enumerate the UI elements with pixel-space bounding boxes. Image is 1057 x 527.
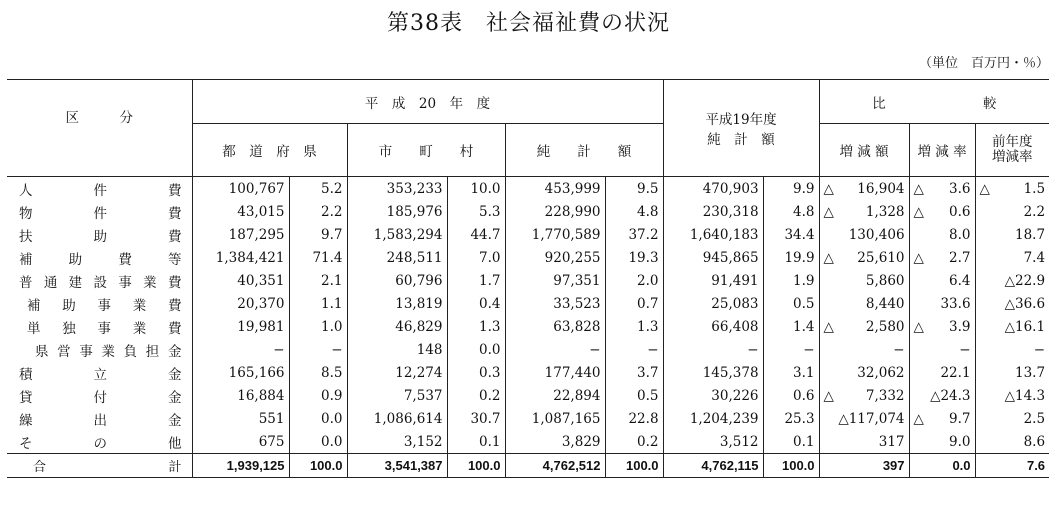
cell-net-pct: − (605, 338, 663, 361)
header-todofuken: 都 道 府 県 (192, 124, 347, 177)
cell-prevrate-value: △14.3 (1004, 387, 1046, 404)
cell-net-pct: 22.8 (605, 407, 663, 430)
table-row (7, 338, 1049, 361)
cell-prevrate (975, 338, 1049, 361)
cell-diff (819, 177, 909, 201)
cell-net: 97,351 (505, 269, 605, 292)
cell-pref: 40,351 (192, 269, 289, 292)
cell-prev: 3,512 (663, 430, 763, 454)
row-label (7, 200, 192, 223)
cell-prevrate (975, 430, 1049, 454)
cell-net: 453,999 (505, 177, 605, 201)
cell-rate-value: 6.4 (949, 272, 971, 289)
header-h19-line1: 平成19年度 (705, 112, 777, 128)
cell-prevrate-value: 2.2 (1023, 203, 1046, 220)
cell-prev-pct: 9.9 (763, 177, 819, 201)
cell-prev-pct: 0.1 (763, 430, 819, 454)
header-zougengaku: 増 減 額 (819, 124, 909, 177)
cell-prev-pct: 0.5 (763, 292, 819, 315)
cell-rate (909, 315, 975, 338)
row-label (7, 269, 192, 292)
cell-pref-pct: 1.1 (289, 292, 347, 315)
cell-pref-pct: 2.1 (289, 269, 347, 292)
cell-pref-pct: 0.0 (289, 407, 347, 430)
cell-prev-pct: 19.9 (763, 246, 819, 269)
cell-muni-pct: 44.7 (447, 223, 505, 246)
table-row (7, 200, 1049, 223)
cell-muni: 3,152 (347, 430, 447, 454)
table-row (7, 177, 1049, 201)
cell-net: 33,523 (505, 292, 605, 315)
cell-net-pct: 0.7 (605, 292, 663, 315)
cell-rate (909, 200, 975, 223)
decrease-mark: △ (913, 410, 924, 427)
cell-rate (909, 407, 975, 430)
cell-diff (819, 407, 909, 430)
cell-muni: 1,086,614 (347, 407, 447, 430)
decrease-mark: △ (823, 249, 834, 266)
cell-pref: 675 (192, 430, 289, 454)
row-label (7, 407, 192, 430)
cell-pref-pct: 1.0 (289, 315, 347, 338)
decrease-mark: △ (979, 180, 990, 197)
cell-prevrate-value: △36.6 (1004, 295, 1046, 312)
cell-prev-pct: 34.4 (763, 223, 819, 246)
cell-pref: 43,015 (192, 200, 289, 223)
cell-diff-value: △117,074 (838, 410, 905, 427)
total-label-a: 合 (33, 460, 47, 475)
cell-prev: 230,318 (663, 200, 763, 223)
cell-pref-pct: 0.9 (289, 384, 347, 407)
cell-muni-pct: 10.0 (447, 177, 505, 201)
total-prev-pct: 100.0 (763, 454, 819, 478)
cell-muni: 353,233 (347, 177, 447, 201)
cell-rate-value: 9.7 (949, 410, 971, 427)
cell-prevrate (975, 361, 1049, 384)
cell-net: 22,894 (505, 384, 605, 407)
total-pref-pct: 100.0 (289, 454, 347, 478)
cell-prevrate-value: 7.4 (1023, 249, 1046, 266)
cell-rate-value: − (959, 341, 971, 358)
cell-rate-value: 0.6 (949, 203, 971, 220)
decrease-mark: △ (823, 180, 834, 197)
social-welfare-table (7, 79, 1049, 478)
cell-diff-value: 8,440 (865, 295, 905, 312)
row-label-text: 普 通 建 設 事 業 費 (19, 274, 182, 291)
cell-muni-pct: 0.2 (447, 384, 505, 407)
cell-prev: 66,408 (663, 315, 763, 338)
total-label-b: 計 (168, 460, 182, 475)
row-label (7, 223, 192, 246)
cell-prevrate (975, 246, 1049, 269)
cell-prev: 1,204,239 (663, 407, 763, 430)
cell-prevrate-value: 13.7 (1014, 364, 1046, 381)
cell-diff (819, 361, 909, 384)
total-pref: 1,939,125 (192, 454, 289, 478)
cell-muni: 46,829 (347, 315, 447, 338)
table-row (7, 292, 1049, 315)
row-label-text: 貸 付 金 (19, 389, 182, 406)
header-h20: 平 成 20 年 度 (192, 80, 663, 124)
cell-muni: 248,511 (347, 246, 447, 269)
cell-pref-pct: − (289, 338, 347, 361)
cell-muni-pct: 0.1 (447, 430, 505, 454)
table-row (7, 269, 1049, 292)
cell-diff-value: 16,904 (857, 180, 905, 197)
cell-prev: 30,226 (663, 384, 763, 407)
cell-pref: 100,767 (192, 177, 289, 201)
header-zennendo-line1: 前年度 (992, 134, 1033, 151)
cell-rate (909, 338, 975, 361)
cell-rate-value: 8.0 (949, 226, 971, 243)
cell-prev-pct: 4.8 (763, 200, 819, 223)
cell-prevrate (975, 223, 1049, 246)
cell-muni-pct: 0.4 (447, 292, 505, 315)
cell-net: 228,990 (505, 200, 605, 223)
cell-net: − (505, 338, 605, 361)
cell-diff-value: 25,610 (857, 249, 905, 266)
row-label (7, 384, 192, 407)
cell-pref-pct: 71.4 (289, 246, 347, 269)
cell-prev-pct: 0.6 (763, 384, 819, 407)
cell-prevrate (975, 315, 1049, 338)
decrease-mark: △ (913, 318, 924, 335)
cell-muni-pct: 0.3 (447, 361, 505, 384)
cell-pref-pct: 9.7 (289, 223, 347, 246)
header-hikaku-left: 比 (872, 95, 886, 112)
cell-prevrate-value: 2.5 (1023, 410, 1046, 427)
cell-rate (909, 384, 975, 407)
header-shichoson: 市 町 村 (347, 124, 505, 177)
cell-pref: 187,295 (192, 223, 289, 246)
header-zennendo (975, 124, 1049, 177)
cell-prev-pct: 3.1 (763, 361, 819, 384)
cell-net: 3,829 (505, 430, 605, 454)
cell-net-pct: 0.2 (605, 430, 663, 454)
row-label (7, 246, 192, 269)
cell-pref-pct: 8.5 (289, 361, 347, 384)
cell-rate (909, 292, 975, 315)
row-label-text: 物 件 費 (19, 205, 182, 222)
header-junkei: 純 計 額 (505, 124, 663, 177)
total-muni: 3,541,387 (347, 454, 447, 478)
decrease-mark: △ (823, 203, 834, 220)
cell-net: 177,440 (505, 361, 605, 384)
cell-muni: 13,819 (347, 292, 447, 315)
cell-net-pct: 2.0 (605, 269, 663, 292)
cell-diff-value: 2,580 (865, 318, 905, 335)
decrease-mark: △ (913, 180, 924, 197)
cell-diff-value: 5,860 (865, 272, 905, 289)
cell-rate-value: 33.6 (940, 295, 971, 312)
cell-net: 1,770,589 (505, 223, 605, 246)
cell-net: 920,255 (505, 246, 605, 269)
cell-diff (819, 384, 909, 407)
cell-pref: 16,884 (192, 384, 289, 407)
cell-prev: 25,083 (663, 292, 763, 315)
cell-prevrate (975, 384, 1049, 407)
decrease-mark: △ (913, 249, 924, 266)
total-row (7, 454, 1049, 478)
cell-prev: 945,865 (663, 246, 763, 269)
cell-rate (909, 246, 975, 269)
table-row (7, 361, 1049, 384)
table-row (7, 223, 1049, 246)
cell-pref-pct: 0.0 (289, 430, 347, 454)
cell-diff-value: 32,062 (857, 364, 905, 381)
cell-prev: − (663, 338, 763, 361)
cell-rate-value: △24.3 (930, 387, 971, 404)
cell-diff (819, 338, 909, 361)
cell-diff-value: 317 (878, 433, 905, 450)
cell-net-pct: 37.2 (605, 223, 663, 246)
cell-muni: 1,583,294 (347, 223, 447, 246)
cell-diff (819, 430, 909, 454)
page-title: 第38表 社会福祉費の状況 (387, 11, 670, 36)
cell-pref: 1,384,421 (192, 246, 289, 269)
cell-pref: 19,981 (192, 315, 289, 338)
cell-diff-value: 7,332 (865, 387, 905, 404)
table-row (7, 315, 1049, 338)
cell-prevrate-value: 18.7 (1014, 226, 1046, 243)
cell-muni: 185,976 (347, 200, 447, 223)
row-label (7, 361, 192, 384)
row-label (7, 338, 192, 361)
row-label (7, 292, 192, 315)
total-rate: 0.0 (909, 454, 975, 478)
cell-pref-pct: 2.2 (289, 200, 347, 223)
cell-muni-pct: 0.0 (447, 338, 505, 361)
cell-diff (819, 269, 909, 292)
cell-diff (819, 223, 909, 246)
cell-rate (909, 223, 975, 246)
total-diff: 397 (819, 454, 909, 478)
cell-muni-pct: 5.3 (447, 200, 505, 223)
table-row (7, 407, 1049, 430)
total-net-pct: 100.0 (605, 454, 663, 478)
cell-rate (909, 269, 975, 292)
cell-net-pct: 1.3 (605, 315, 663, 338)
cell-muni: 60,796 (347, 269, 447, 292)
cell-prev-pct: − (763, 338, 819, 361)
cell-prev: 1,640,183 (663, 223, 763, 246)
cell-diff (819, 292, 909, 315)
cell-pref-pct: 5.2 (289, 177, 347, 201)
row-label (7, 454, 192, 478)
row-label-text: 補 助 事 業 費 (27, 297, 182, 314)
total-net: 4,762,512 (505, 454, 605, 478)
cell-prev: 470,903 (663, 177, 763, 201)
total-muni-pct: 100.0 (447, 454, 505, 478)
cell-prev: 145,378 (663, 361, 763, 384)
row-label (7, 430, 192, 454)
header-zennendo-line2: 増減率 (992, 149, 1033, 166)
cell-prevrate-value: 1.5 (1023, 180, 1046, 197)
table-row (7, 384, 1049, 407)
cell-diff-value: 1,328 (865, 203, 905, 220)
cell-net-pct: 19.3 (605, 246, 663, 269)
row-label (7, 315, 192, 338)
decrease-mark: △ (913, 203, 924, 220)
decrease-mark: △ (823, 318, 834, 335)
row-label-text: 扶 助 費 (19, 228, 182, 245)
cell-muni-pct: 7.0 (447, 246, 505, 269)
cell-muni-pct: 1.7 (447, 269, 505, 292)
cell-muni-pct: 30.7 (447, 407, 505, 430)
cell-net-pct: 0.5 (605, 384, 663, 407)
cell-pref: 165,166 (192, 361, 289, 384)
cell-rate (909, 177, 975, 201)
cell-rate-value: 9.0 (949, 433, 971, 450)
cell-diff (819, 200, 909, 223)
cell-muni: 148 (347, 338, 447, 361)
cell-pref: 20,370 (192, 292, 289, 315)
row-label-text: 積 立 金 (19, 366, 182, 383)
total-prev: 4,762,115 (663, 454, 763, 478)
cell-diff (819, 315, 909, 338)
row-label-text: 人 件 費 (19, 182, 182, 199)
row-label (7, 177, 192, 201)
cell-prev: 91,491 (663, 269, 763, 292)
cell-prev-pct: 1.9 (763, 269, 819, 292)
cell-rate-value: 3.9 (949, 318, 971, 335)
total-prevrate: 7.6 (975, 454, 1049, 478)
header-kubun: 区 分 (7, 80, 192, 177)
cell-rate-value: 2.7 (949, 249, 971, 266)
cell-rate (909, 361, 975, 384)
table-row (7, 246, 1049, 269)
cell-muni: 7,537 (347, 384, 447, 407)
cell-diff-value: 130,406 (848, 226, 905, 243)
header-h19-line2: 純 計 額 (707, 132, 775, 148)
cell-diff (819, 246, 909, 269)
cell-muni-pct: 1.3 (447, 315, 505, 338)
cell-prev-pct: 1.4 (763, 315, 819, 338)
unit-note: （単位 百万円・％） (918, 56, 1049, 71)
cell-prevrate-value: △22.9 (1004, 272, 1046, 289)
cell-net: 63,828 (505, 315, 605, 338)
cell-prevrate (975, 292, 1049, 315)
row-label-text: そ の 他 (19, 435, 182, 452)
header-h19 (663, 80, 819, 177)
cell-rate-value: 3.6 (949, 180, 971, 197)
cell-prevrate (975, 200, 1049, 223)
header-hikaku (819, 80, 1049, 124)
cell-prevrate-value: − (1033, 341, 1046, 358)
cell-rate-value: 22.1 (940, 364, 971, 381)
header-hikaku-right: 較 (982, 95, 997, 112)
cell-prevrate-value: △16.1 (1004, 318, 1046, 335)
cell-prevrate-value: 8.6 (1023, 433, 1046, 450)
cell-muni: 12,274 (347, 361, 447, 384)
cell-net-pct: 9.5 (605, 177, 663, 201)
cell-net: 1,087,165 (505, 407, 605, 430)
table-row (7, 430, 1049, 454)
cell-net-pct: 4.8 (605, 200, 663, 223)
cell-prevrate (975, 177, 1049, 201)
row-label-text: 繰 出 金 (19, 412, 182, 429)
cell-pref: − (192, 338, 289, 361)
cell-prevrate (975, 407, 1049, 430)
cell-pref: 551 (192, 407, 289, 430)
cell-prevrate (975, 269, 1049, 292)
header-zougenritsu: 増 減 率 (909, 124, 975, 177)
cell-diff-value: − (893, 341, 905, 358)
cell-rate (909, 430, 975, 454)
row-label-text: 県 営 事 業 負 担 金 (35, 343, 182, 360)
cell-net-pct: 3.7 (605, 361, 663, 384)
decrease-mark: △ (823, 387, 834, 404)
row-label-text: 単 独 事 業 費 (27, 320, 182, 337)
cell-prev-pct: 25.3 (763, 407, 819, 430)
row-label-text: 補 助 費 等 (19, 251, 182, 268)
